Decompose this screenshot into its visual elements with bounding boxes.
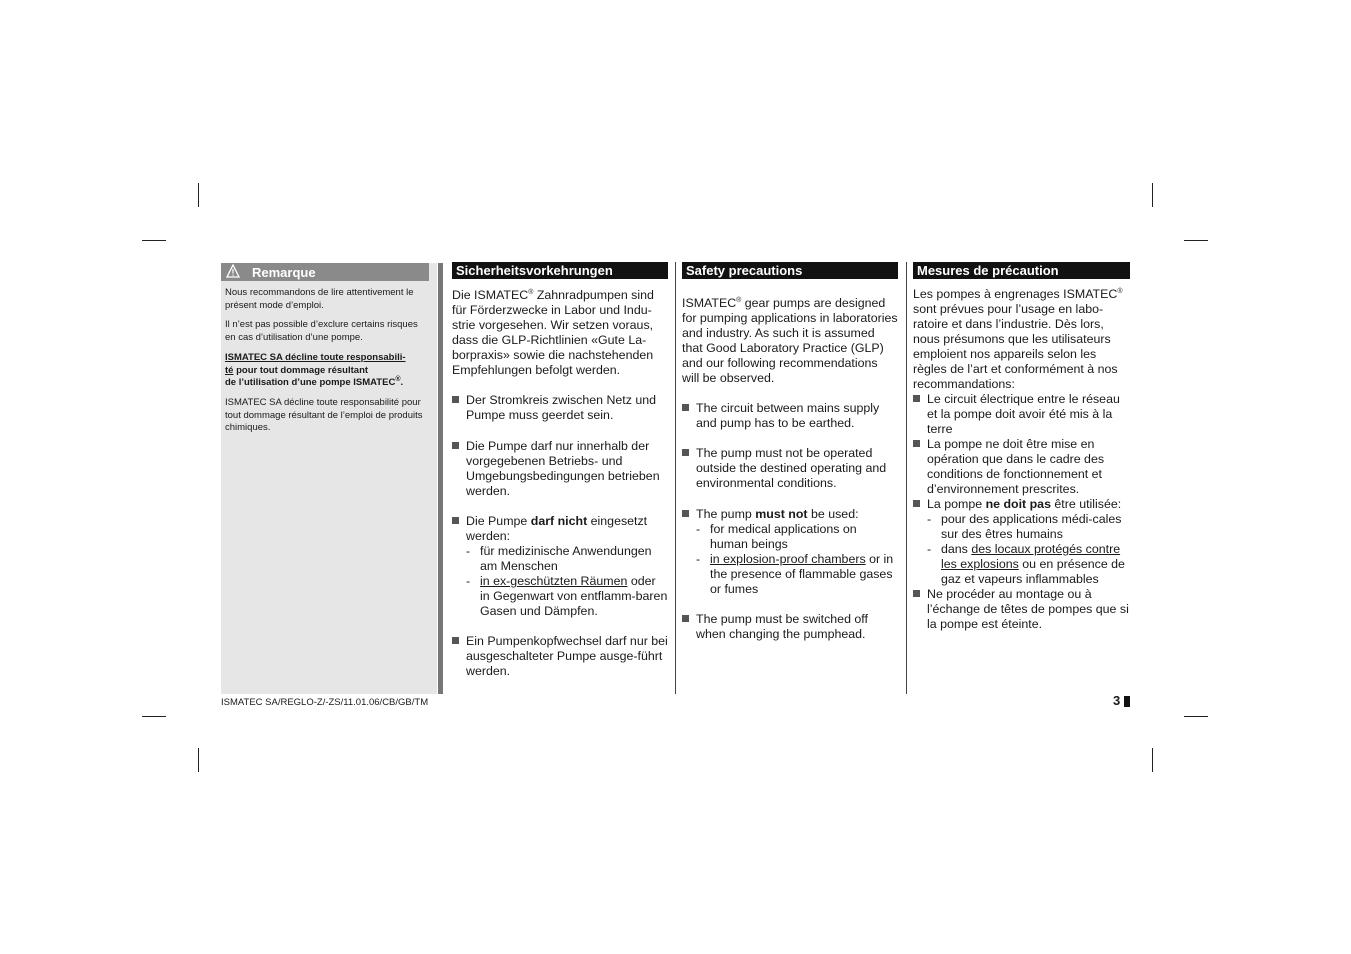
disclaimer-text: ISMATEC SA décline toute responsabili- bbox=[225, 351, 406, 363]
crop-mark bbox=[198, 748, 199, 772]
french-intro bbox=[913, 287, 1130, 392]
registered-mark: ® bbox=[736, 296, 742, 304]
intro-text: Les pompes à engrenages ISMATEC bbox=[913, 287, 1118, 301]
sub-list-item bbox=[927, 512, 1130, 542]
sub-item-text: ou en présence de gaz et vapeurs inflammables bbox=[941, 557, 1125, 586]
list-item-text: Le circuit électrique entre le réseau et la pompe doit avoir été mis à la terre bbox=[927, 392, 1120, 436]
intro-text: gear pumps are designed for pumping applications in laboratories and industry. As such it is assumed that Good Laboratory Practice (GLP) and our following recommendations will be observed. bbox=[682, 296, 898, 385]
bullet-square-icon bbox=[913, 500, 920, 507]
dash-icon: - bbox=[927, 542, 932, 556]
list-item-text: La pompe ne doit être mise en opération que dans le cadre des conditions de fonctionnement et d’environnement prescrites. bbox=[927, 437, 1105, 496]
intro-text: sont prévues pour l’usage en labo-ratoire et dans l’industrie. Dès lors, nous présumons que les utilisateurs emploient nos appareils selon les règles de l’art et conformément à nos recommandations: bbox=[913, 302, 1118, 391]
german-column bbox=[452, 262, 668, 679]
emphasis-text: must not bbox=[755, 507, 808, 521]
list-item bbox=[682, 446, 898, 491]
list-item bbox=[452, 393, 668, 423]
emphasis-text: darf nicht bbox=[530, 514, 588, 528]
english-intro bbox=[682, 296, 898, 386]
english-heading: Safety precautions bbox=[682, 262, 898, 279]
registered-mark: ® bbox=[395, 376, 401, 384]
sub-list-item bbox=[927, 542, 1130, 587]
bullet-square-icon bbox=[682, 615, 689, 622]
dash-icon: - bbox=[927, 512, 932, 526]
bullet-square-icon bbox=[452, 396, 459, 403]
sub-item-text: dans bbox=[941, 542, 972, 556]
sub-list-item bbox=[466, 574, 668, 619]
list-item bbox=[682, 401, 898, 431]
sub-item-text: pour des applications médi-cales sur des êtres humains bbox=[941, 512, 1122, 541]
list-item-text: The pump must not be operated outside the destined operating and environmental conditions. bbox=[696, 446, 887, 490]
bullet-square-icon bbox=[452, 517, 459, 524]
dash-icon: - bbox=[466, 574, 471, 588]
intro-text: Die ISMATEC bbox=[452, 288, 529, 302]
crop-mark bbox=[142, 716, 166, 717]
crop-mark bbox=[1184, 716, 1208, 717]
sub-item-text: in ex-geschützten Räumen bbox=[480, 574, 628, 588]
bullet-square-icon bbox=[913, 590, 920, 597]
disclaimer-text: té bbox=[225, 364, 234, 376]
list-item bbox=[452, 514, 668, 619]
sub-item-text: in explosion-proof chambers bbox=[710, 552, 866, 566]
page-number: 3 bbox=[1113, 693, 1121, 708]
list-item-text: Die Pumpe darf nur innerhalb der vorgegebenen Betriebs- und Umgebungsbedingungen betrieben werden. bbox=[466, 439, 660, 498]
intro-text: ISMATEC bbox=[682, 296, 737, 310]
german-intro bbox=[452, 288, 668, 378]
registered-mark: ® bbox=[528, 288, 534, 296]
french-heading: Mesures de précaution bbox=[913, 262, 1130, 279]
dash-icon: - bbox=[466, 544, 471, 558]
list-item bbox=[913, 392, 1130, 437]
remarque-paragraph: Il n’est pas possible d’exclure certains risques en cas d’utilisation d’une pompe. bbox=[225, 319, 418, 344]
crop-mark bbox=[1184, 240, 1208, 241]
list-item-text: eingesetzt werden: bbox=[466, 514, 648, 543]
disclaimer-text: pour tout dommage résultant bbox=[233, 364, 369, 376]
list-item-text: Die Pumpe bbox=[466, 514, 531, 528]
list-item-text: be used: bbox=[807, 507, 859, 521]
bullet-square-icon bbox=[913, 440, 920, 447]
remarque-paragraph: ISMATEC SA décline toute responsabilité pour tout dommage résultant de l’emploi de produits chimiques. bbox=[225, 396, 423, 434]
sub-list-item bbox=[466, 544, 668, 574]
page-marker bbox=[1124, 696, 1130, 707]
list-item bbox=[682, 507, 898, 597]
sub-item-text: oder in Gegenwart von entflamm-baren Gasen und Dämpfen. bbox=[480, 574, 668, 618]
remarque-paragraph: Nous recommandons de lire attentivement le présent mode d’emploi. bbox=[225, 287, 414, 311]
registered-mark: ® bbox=[1117, 287, 1123, 295]
bullet-square-icon bbox=[913, 395, 920, 402]
list-item bbox=[913, 497, 1130, 587]
intro-text: Zahnradpumpen sind für Förderzwecke in Labor und Indu-strie vorgesehen. Wir setzen voraus, dass die GLP-Richtlinien «Gute La-borpraxis» sowie die nachstehenden Empfehlungen befolgt werden. bbox=[452, 288, 654, 377]
crop-mark bbox=[1152, 183, 1153, 207]
sidebar-divider bbox=[438, 263, 443, 694]
warning-icon bbox=[226, 264, 240, 278]
sub-item-text: des locaux protégés contre les explosions bbox=[941, 542, 1121, 571]
list-item-text: Ne procéder au montage ou à l’échange de têtes de pompes que si la pompe est éteinte. bbox=[927, 587, 1129, 631]
list-item bbox=[452, 439, 668, 499]
remarque-disclaimer bbox=[225, 352, 427, 390]
list-item-text: The pump must be switched off when changing the pumphead. bbox=[696, 612, 868, 641]
sub-item-text: for medical applications on human beings bbox=[710, 522, 857, 551]
list-item bbox=[452, 634, 668, 679]
german-heading: Sicherheitsvorkehrungen bbox=[452, 262, 668, 279]
dash-icon: - bbox=[696, 552, 701, 566]
list-item-text: Ein Pumpenkopfwechsel darf nur bei ausgeschalteter Pumpe ausge-führt werden. bbox=[466, 634, 668, 678]
list-item bbox=[913, 437, 1130, 497]
column-separator bbox=[675, 262, 676, 694]
emphasis-text: ne doit pas bbox=[985, 497, 1051, 511]
list-item-text: The pump bbox=[696, 507, 756, 521]
crop-mark bbox=[142, 240, 166, 241]
column-separator bbox=[906, 262, 907, 694]
english-column bbox=[682, 262, 898, 642]
bullet-square-icon bbox=[452, 442, 459, 449]
french-column bbox=[913, 262, 1130, 632]
list-item bbox=[913, 587, 1130, 632]
list-item-text: Der Stromkreis zwischen Netz und Pumpe muss geerdet sein. bbox=[466, 393, 657, 422]
remarque-heading bbox=[221, 263, 429, 281]
bullet-square-icon bbox=[452, 637, 459, 644]
remarque-sidebar bbox=[221, 263, 437, 694]
bullet-square-icon bbox=[682, 510, 689, 517]
list-item-text: The circuit between mains supply and pump has to be earthed. bbox=[696, 401, 880, 430]
crop-mark bbox=[198, 183, 199, 207]
sub-list-item bbox=[696, 552, 898, 597]
list-item-text: La pompe bbox=[927, 497, 986, 511]
sub-item-text: or in the presence of flammable gases or fumes bbox=[710, 552, 894, 596]
remarque-title: Remarque bbox=[252, 265, 316, 280]
disclaimer-text: . bbox=[400, 377, 404, 389]
bullet-square-icon bbox=[682, 404, 689, 411]
disclaimer-text: de l’utilisation d’une pompe ISMATEC bbox=[225, 377, 396, 389]
document-reference: ISMATEC SA/REGLO-Z/-ZS/11.01.06/CB/GB/TM bbox=[221, 697, 429, 708]
crop-mark bbox=[1152, 748, 1153, 772]
bullet-square-icon bbox=[682, 449, 689, 456]
list-item bbox=[682, 612, 898, 642]
sub-item-text: für medizinische Anwendungen am Menschen bbox=[480, 544, 652, 573]
list-item-text: être utilisée: bbox=[1050, 497, 1122, 511]
sub-list-item bbox=[696, 522, 898, 552]
dash-icon: - bbox=[696, 522, 701, 536]
